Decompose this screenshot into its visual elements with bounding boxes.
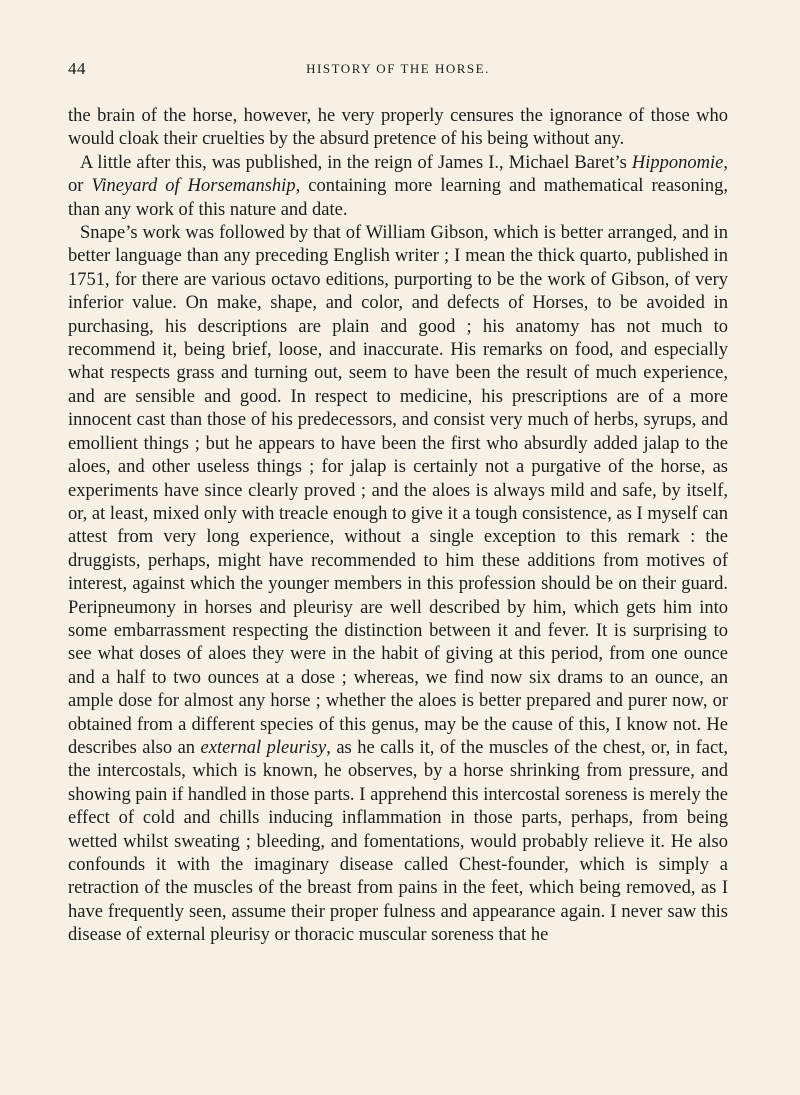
paragraph-1 [68, 105, 728, 152]
paragraph-1-text: the brain of the horse, however, he very properly censures the ignorance of those who would cloak their cruelties by the absurd pretence of his being without any. [68, 106, 728, 150]
term-external-pleurisy: external pleurisy [200, 737, 327, 758]
paragraph-3-text-2: , as he calls it, of the muscles of the chest, or, in fact, the intercostals, which is known, he observes, by a horse shrinking from pressure, and showing pain if handled in those parts. I apprehend this intercostal soreness is merely the effect of cold and chills inducing inflammation in those parts, perhaps, from being wetted whilst sweating ; bleeding, and fomentations, would probably relieve it. He also confounds it with the imaginary disease called Chest-founder, which is simply a retraction of the muscles of the breast from pains in the feet, which being removed, as I have frequently seen, assume their proper fulness and appearance again. I never saw this disease of external pleurisy or thoracic muscular soreness that he [68, 737, 728, 946]
body-text [68, 105, 728, 948]
book-title-vineyard: Vineyard of Horsemanship [91, 176, 296, 197]
paragraph-2-text-3: , containing more learning and mathematical reasoning, than any work of this nature and date. [68, 176, 729, 220]
paragraph-2-text-2: , or [68, 152, 728, 197]
running-title: HISTORY OF THE HORSE. [306, 61, 490, 76]
running-head [68, 59, 728, 81]
paragraph-3 [68, 222, 728, 948]
book-title-hipponomie: Hipponomie [631, 152, 724, 173]
paragraph-2 [68, 152, 728, 222]
paragraph-2-text-1: A little after this, was published, in the reign of James I., Michael Baret’s [80, 152, 632, 173]
paragraph-3-text-1: Snape’s work was followed by that of William Gibson, which is better arranged, and in better language than any preceding English writer ; I mean the thick quarto, published in 1751, for there are various octavo editions, purporting to be the work of Gibson, of very inferior value. On make, shape, and color, and defects of Horses, to be avoided in purchasing, his descriptions are plain and good ; his anatomy has not much to recommend it, being brief, loose, and inaccurate. His remarks on food, and especially what respects grass and turning out, seem to have been the result of much experience, and are sensible and good. In respect to medicine, his prescriptions are of a more innocent cast than those of his predecessors, and consist very much of herbs, syrups, and emollient things ; but he appears to have been the first who absurdly added jalap to the aloes, and other useless things ; for jalap is certainly not a purgative of the horse, as experiments have since clearly proved ; and the aloes is always mild and safe, by itself, or, at least, mixed only with treacle enough to give it a tough consistence, as I myself can attest from very long experience, without a single exception to this remark : the druggists, perhaps, might have recommended to him these additions from motives of interest, against which the younger members in this profession should be on their guard. Peripneumony in horses and pleurisy are well described by him, which gets him into some embarrassment respecting the distinction between it and fever. It is surprising to see what doses of aloes they were in the habit of giving at this period, from one ounce and a half to two ounces at a dose ; whereas, we find now six drams to an ounce, an ample dose for almost any horse ; whether the aloes is better prepared and purer now, or obtained from a different species of this genus, may be the cause of this, I know not. He describes also an [68, 223, 728, 758]
page-number: 44 [68, 59, 86, 78]
